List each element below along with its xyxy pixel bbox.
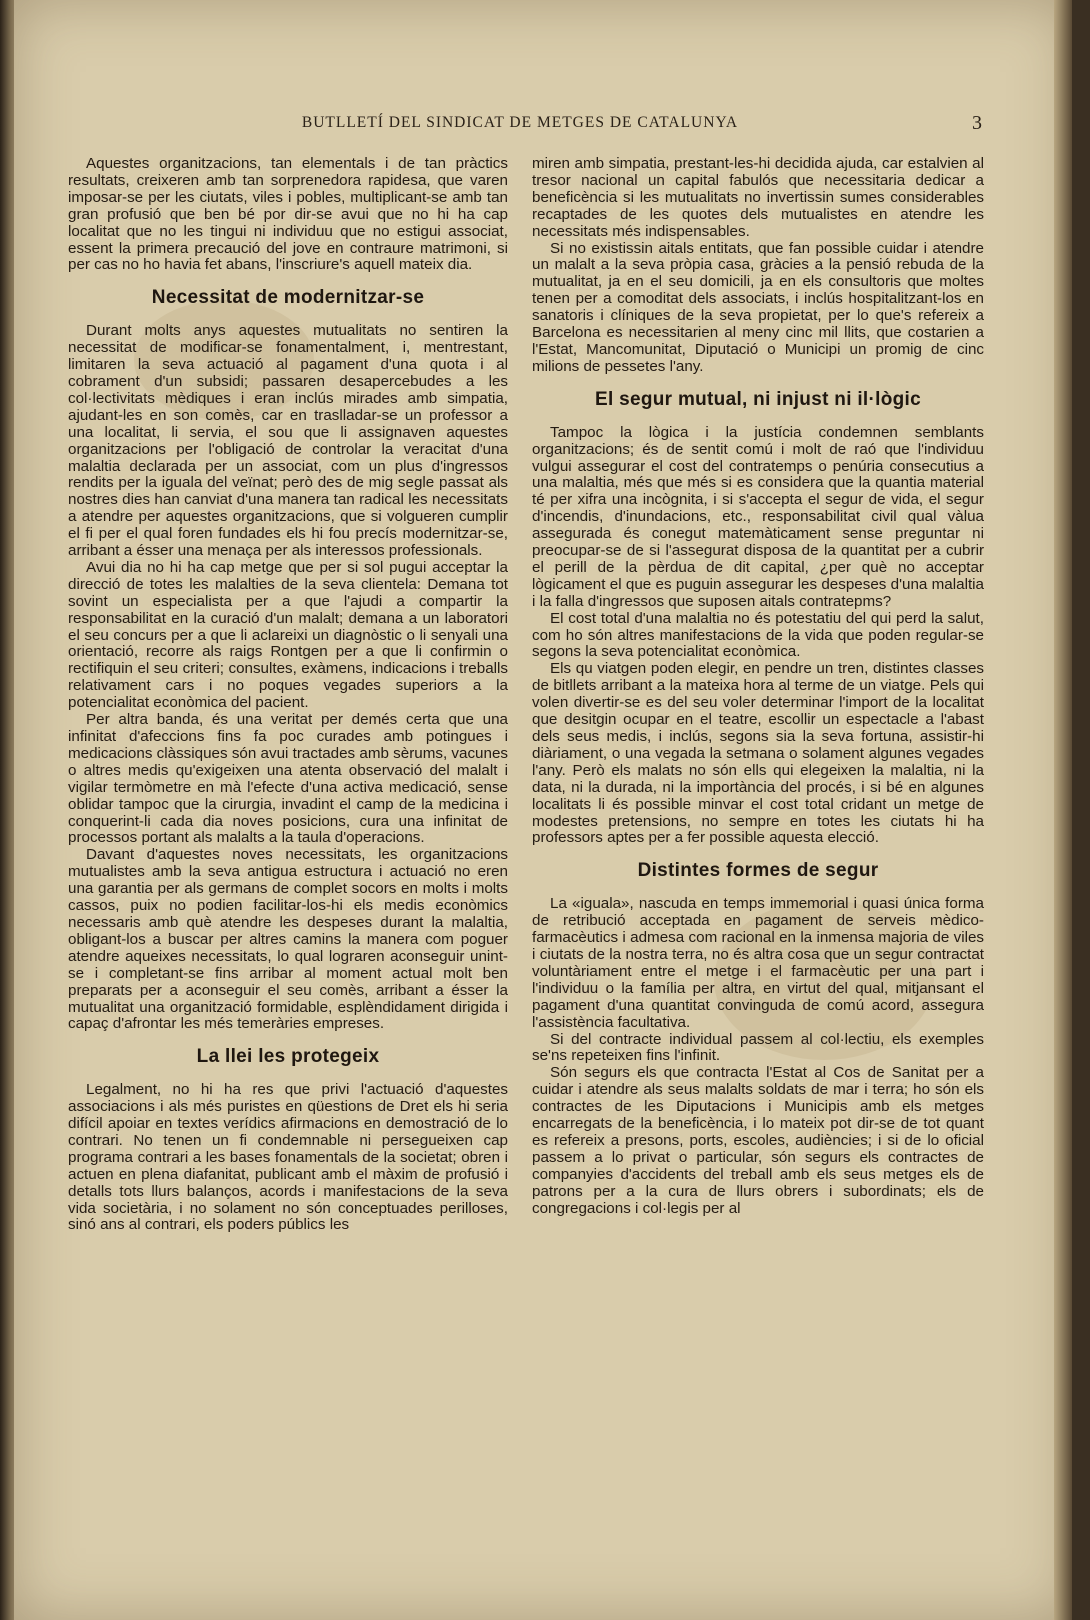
paragraph: Si del contracte individual passem al col·lectiu, els exemples se'ns repeteixen fins l'infinit.: [532, 1030, 984, 1065]
section-heading: Distintes formes de segur: [637, 860, 879, 882]
section-heading: El segur mutual, ni injust ni il·lògic: [595, 388, 921, 410]
paragraph: Durant molts anys aquestes mutualitats no sentiren la necessitat de modificar-se fonamentalment, i, mentrestant, limitaren la seva actuació al pagament d'una quota i al cobrament d'un subsidi; passaren desapercebudes a les col·lectivitats mèdiques i eran inclús mirades amb simpatia, ajudant-les en son comès, car en traslladar-se un professor a una localitat, li servia, el sou que li assignaven aquestes organitzacions per l'obligació de controlar la veracitat d'una malaltia declarada per un associat, com un plus d'ingressos rendits per la iguala del veïnat; però des de mig segle passat als nostres dies han canviat d'una manera tan radical les necessitats a atendre per aquestes organitzacions, que si volgueren cumplir el fi per el qual foren fundades els hi fou precís modernitzar-se, arribant a ésser una menaça per als interessos professionals.: [68, 322, 508, 560]
paragraph: Aquestes organitzacions, tan elementals i de tan pràctics resultats, creixeren amb tan sorprenedora rapidesa, que varen imposar-se per les ciutats, viles i pobles, multiplicant-se amb tan gran profusió que ben bé por dir-se avui que no hi ha cap localitat que no les tingui ni individuu que no estigui associat, essent la primera precaució del jove en contraure matrimoni, si per cas no ho havia fet abans, l'inscriure's aquell mateix dia.: [68, 155, 508, 274]
paragraph: Són segurs els que contracta l'Estat al Cos de Sanitat per a cuidar i atendre als seus malalts soldats de mar i terra; ho són els contractes de les Diputacions i Municipis amb els metges encarregats de la beneficència, i lo mateix pot dir-se de tot quant es refereix a presons, ports, escoles, audiències; i si de lo oficial passem a lo privat o particular, són segurs els contractes de companyies d'accidents del treball amb els seus metges els de patrons per a la cura de llurs obrers i subordinats; els de congregacions i col·legis per al: [532, 1064, 984, 1217]
page-edge: [1054, 0, 1072, 1620]
paragraph: El cost total d'una malaltia no és potestatiu del qui perd la salut, com ho són altres manifestacions de la vida que poden regular-se segons la seva potencialitat econòmica.: [532, 609, 984, 661]
section-heading: Necessitat de modernitzar-se: [151, 287, 425, 309]
paragraph: Per altra banda, és una veritat per demés certa que una infinitat d'afeccions fins fa poc curades amb potingues i medicacions clàssiques són avui tractades amb sèrums, vacunes o altres medis qu'exigeixen una atenta observació del malalt i vigilar termòmetre en mà l'efecte d'una activa medicació, sense oblidar tampoc que la cirurgia, invadint el camp de la medicina i conquerint-li cada dia noves posicions, cura una infinitat de processos portant als malalts a la taula d'operacions.: [68, 711, 508, 847]
paragraph: Si no existissin aitals entitats, que fan possible cuidar i atendre un malalt a la seva pròpia casa, gràcies a la pensió rebuda de la mutualitat, ja en el seu domicili, ja en els consultoris que moltes tenen per a comoditat dels associats, i inclús hospitalitzant-los en sanatoris i clíniques de la seva propietat, per lo que's refereix a Barcelona es necessitarien al meny cinc mil llits, que costarien a l'Estat, Mancomunitat, Diputació o Municipi un promig de cinc milions de pessetes l'any.: [532, 239, 984, 375]
paragraph: miren amb simpatia, prestant-les-hi decidida ajuda, car estalvien al tresor nacional un capital fabulós que necessitaria dedicar a beneficència si les mutualitats no invertissin sumes considerables recaptades de les quotes dels mutualistes en atendre les necessitats més indispensables.: [532, 155, 984, 240]
left-column: [68, 156, 508, 1234]
paragraph: Davant d'aquestes noves necessitats, les organitzacions mutualistes amb la seva antigua estructura i actuació no eren una garantia per als germans de complet socors en molts i molts cassos, puix no podien facilitar-los-hi els medis econòmics necessaris amb què atendre les despeses durant la malaltia, obligant-los a buscar per altres camins la manera com poguer atendre aqueixes necessitats, lo qual lograren aconseguir unint-se i completant-se fins arribar al moment actual molt ben preparats per a aconseguir el seu comès, arribant a ésser la mutualitat una organització formidable, esplèndidament dirigida i capaç d'afrontar les més temeràries empreses.: [68, 846, 508, 1033]
running-header: BUTLLETÍ DEL SINDICAT DE METGES DE CATALUNYA: [301, 114, 739, 131]
paragraph: Els qu viatgen poden elegir, en pendre un tren, distintes classes de bitllets arribant a la mateixa hora al terme de un viatge. Pels qui volen divertir-se es del seu voler determinar l'import de la localitat que desitgin ocupar en el teatre, escollir un espectacle a l'abast dels seus medis, i inclús, segons sia la seva fortuna, assistir-hi diàriament, o una vegada la setmana o solament algunes vegades l'any. Però els malats no són ells qui elegeixen la malaltia, ni la data, ni la durada, ni la importància del procés, i si bé en algunes localitats li és possible minvar el cost total cridant un metge de modestes pretensions, no sempre en totes les ciutats hi ha professors aptes per a fer possible aquesta elecció.: [532, 660, 984, 847]
section-heading: La llei les protegeix: [196, 1046, 380, 1068]
right-column: [532, 156, 984, 1217]
paragraph: Legalment, no hi ha res que privi l'actuació d'aquestes associacions i als més puristes en qüestions de Dret els hi seria difícil apoiar en textes verídics afirmacions en demostració de lo contrari. No tenen un fi condemnable ni persegueixen cap programa contrari a les bases fonamentals de la societat; obren i actuen en plena diafanitat, publicant amb el màxim de profusió i detalls tots llurs balanços, acords i manifestacions de la seva vida societària, i no solament no són conceptuades perilloses, sinó ans al contrari, els poders públics les: [68, 1081, 508, 1234]
paragraph: Tampoc la lògica i la justícia condemnen semblants organitzacions; és de sentit comú i molt de raó que l'individuu vulgui assegurar el cost del contratemps o penúria consecutius a una malaltia, més que més si es considera que la quantia material té per xifra una incògnita, i si s'accepta el segur de vida, el segur d'incendis, d'inundacions, etc., responsabilitat civil qual vàlua assegurada és conegut matemàticament sense preguntar ni preocupar-se de si l'assegurat disposa de la quantitat per a cubrir el perill de la pèrdua de dit capital, ¿per què no acceptar lògicament el que es puguin assegurar les despeses d'una malaltia i la falla d'ingressos que suposen aitals contratepms?: [532, 423, 984, 610]
page-number: 3: [972, 112, 982, 134]
paragraph: Avui dia no hi ha cap metge que per si sol pugui acceptar la direcció de totes les malalties de la seva clientela: Demana tot sovint un especialista per a que l'ajudi a compartir la responsabilitat en la curació d'un malalt; demana a un laboratori el seu concurs per a que li aclareixi un diagnòstic o li senyali una orientació, recorre als raigs Rontgen per a que li confirmin o rectifiquin el seu criteri; consultes, exàmens, indicacions i treballs relativament cars i no poques vegades superiors a la potencialitat econòmica del pacient.: [68, 558, 508, 712]
paragraph: La «iguala», nascuda en temps immemorial i quasi única forma de retribució acceptada en pagament de serveis mèdico-farmacèutics i admesa com racional en la inmensa majoria de viles i ciutats de la nostra terra, no és altra cosa que un segur contractat voluntàriament entre el metge i el farmacèutic per una part i l'individuu o la família per altra, en virtut del qual, mitjansant el pagament d'una quantitat convinguda de comú acord, assegura l'assistència facultativa.: [532, 895, 984, 1031]
